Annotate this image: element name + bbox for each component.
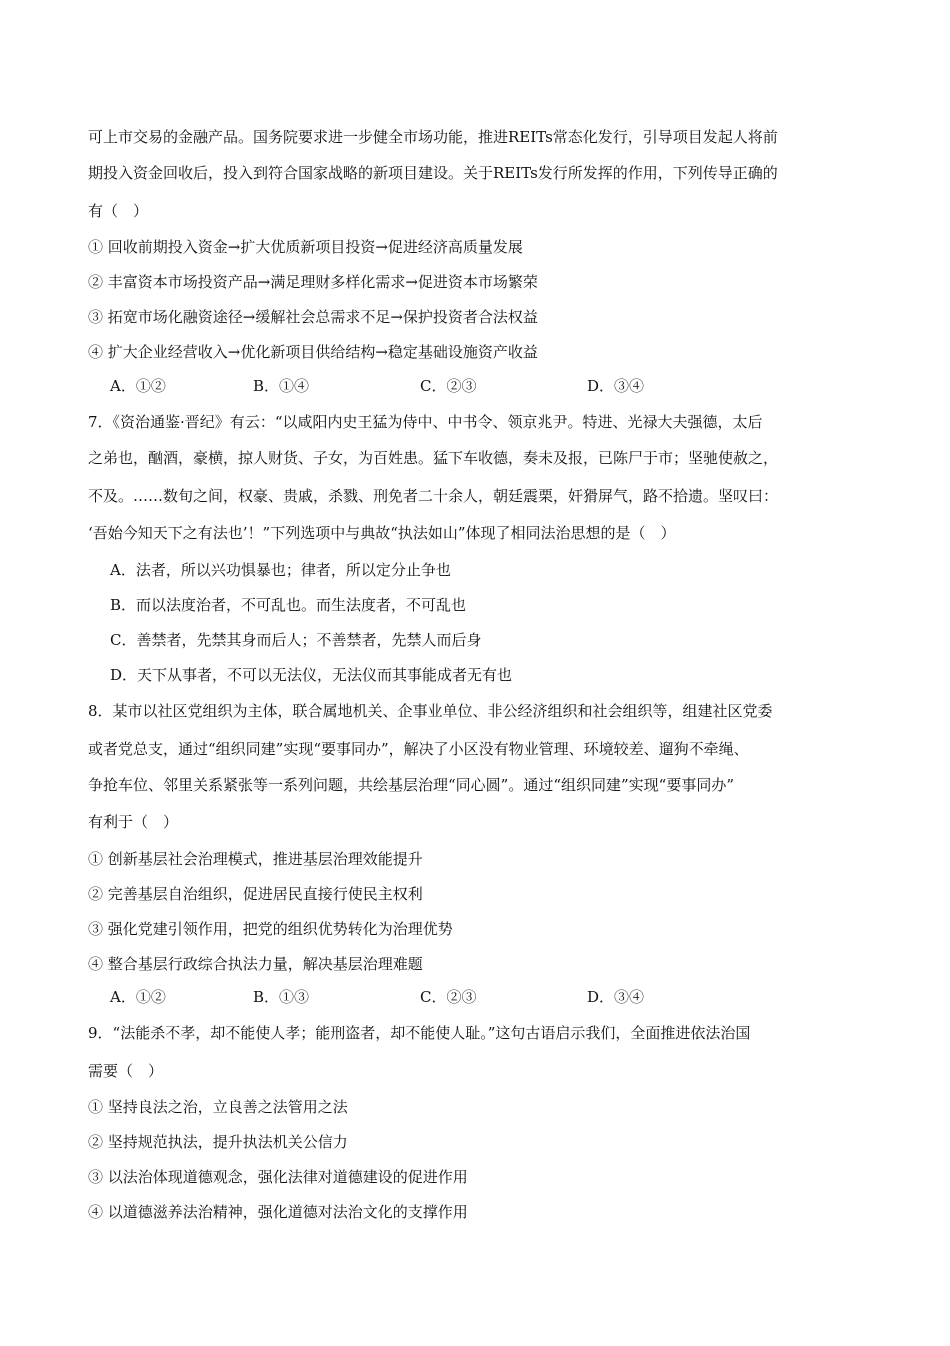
q6-stem-line-1: 可上市交易的金融产品。国务院要求进一步健全市场功能，推进REITs常态化发行，引导项目发起人将前 [88, 128, 778, 146]
q6-item-1: ① 回收前期投入资金→扩大优质新项目投资→促进经济高质量发展 [88, 238, 523, 256]
q8-item-2: ② 完善基层自治组织，促进居民直接行使民主权利 [88, 885, 423, 903]
q8-stem-line-4: 有利于（ ） [88, 813, 179, 831]
q7-stem-line-3: 不及。……数旬之间，权豪、贵戚，杀戮、刑免者二十余人，朝廷震栗，奸猾屏气，路不拾遗。坚叹曰： [88, 487, 779, 505]
q9-item-4: ④ 以道德滋养法治精神，强化道德对法治文化的支撑作用 [88, 1203, 468, 1221]
q8-item-3: ③ 强化党建引领作用，把党的组织优势转化为治理优势 [88, 920, 453, 938]
q7-option-b[interactable]: B．而以法度治者，不可乱也。而生法度者，不可乱也 [110, 596, 467, 614]
q6-option-b[interactable]: B．①④ [253, 377, 310, 395]
q6-option-c[interactable]: C．②③ [420, 377, 477, 395]
q7-stem-line-4: ‘吾始今知天下之有法也’！”下列选项中与典故“执法如山”体现了相同法治思想的是（ ） [88, 524, 676, 542]
q9-item-2: ② 坚持规范执法，提升执法机关公信力 [88, 1133, 348, 1151]
q9-stem-line-2: 需要（ ） [88, 1062, 164, 1080]
q7-option-a[interactable]: A．法者，所以兴功惧暴也；律者，所以定分止争也 [110, 561, 451, 579]
q8-stem-line-3: 争抢车位、邻里关系紧张等一系列问题，共绘基层治理“同心圆”。通过“组织同建”实现“要事同办” [88, 776, 735, 794]
q6-item-3: ③ 拓宽市场化融资途径→缓解社会总需求不足→保护投资者合法权益 [88, 308, 538, 326]
q8-item-4: ④ 整合基层行政综合执法力量，解决基层治理难题 [88, 955, 423, 973]
q9-stem-line-1: 9．“法能杀不孝，却不能使人孝；能刑盗者，却不能使人耻。”这句古语启示我们，全面推进依法治国 [88, 1024, 751, 1042]
q8-option-a[interactable]: A．①② [110, 988, 166, 1006]
q6-item-2: ② 丰富资本市场投资产品→满足理财多样化需求→促进资本市场繁荣 [88, 273, 538, 291]
q7-stem-line-2: 之弟也，酗酒，豪横，掠人财货、子女，为百姓患。猛下车收德，奏未及报，已陈尸于市；坚驰使赦之， [88, 449, 779, 467]
q6-item-4: ④ 扩大企业经营收入→优化新项目供给结构→稳定基础设施资产收益 [88, 343, 538, 361]
q7-stem-line-1: 7．《资治通鉴·晋纪》有云：“以咸阳内史王猛为侍中、中书令、领京兆尹。特进、光禄大夫强德，太后 [88, 413, 763, 431]
q8-stem-line-1: 8．某市以社区党组织为主体，联合属地机关、企事业单位、非公经济组织和社会组织等，组建社区党委 [88, 702, 773, 720]
q6-stem-line-2: 期投入资金回收后，投入到符合国家战略的新项目建设。关于REITs发行所发挥的作用，下列传导正确的 [88, 164, 778, 182]
q9-item-1: ① 坚持良法之治，立良善之法管用之法 [88, 1098, 348, 1116]
q6-option-d[interactable]: D．③④ [587, 377, 645, 395]
q8-option-d[interactable]: D．③④ [587, 988, 645, 1006]
q7-option-c[interactable]: C．善禁者，先禁其身而后人；不善禁者，先禁人而后身 [110, 631, 482, 649]
q8-option-c[interactable]: C．②③ [420, 988, 477, 1006]
q6-stem-line-3: 有（ ） [88, 202, 149, 220]
q8-item-1: ① 创新基层社会治理模式，推进基层治理效能提升 [88, 850, 423, 868]
q9-item-3: ③ 以法治体现道德观念，强化法律对道德建设的促进作用 [88, 1168, 468, 1186]
q8-stem-line-2: 或者党总支，通过“组织同建”实现“要事同办”，解决了小区没有物业管理、环境较差、遛狗不牵绳、 [88, 740, 749, 758]
q8-option-b[interactable]: B．①③ [253, 988, 310, 1006]
q6-option-a[interactable]: A．①② [110, 377, 166, 395]
q7-option-d[interactable]: D．天下从事者，不可以无法仪，无法仪而其事能成者无有也 [110, 666, 513, 684]
